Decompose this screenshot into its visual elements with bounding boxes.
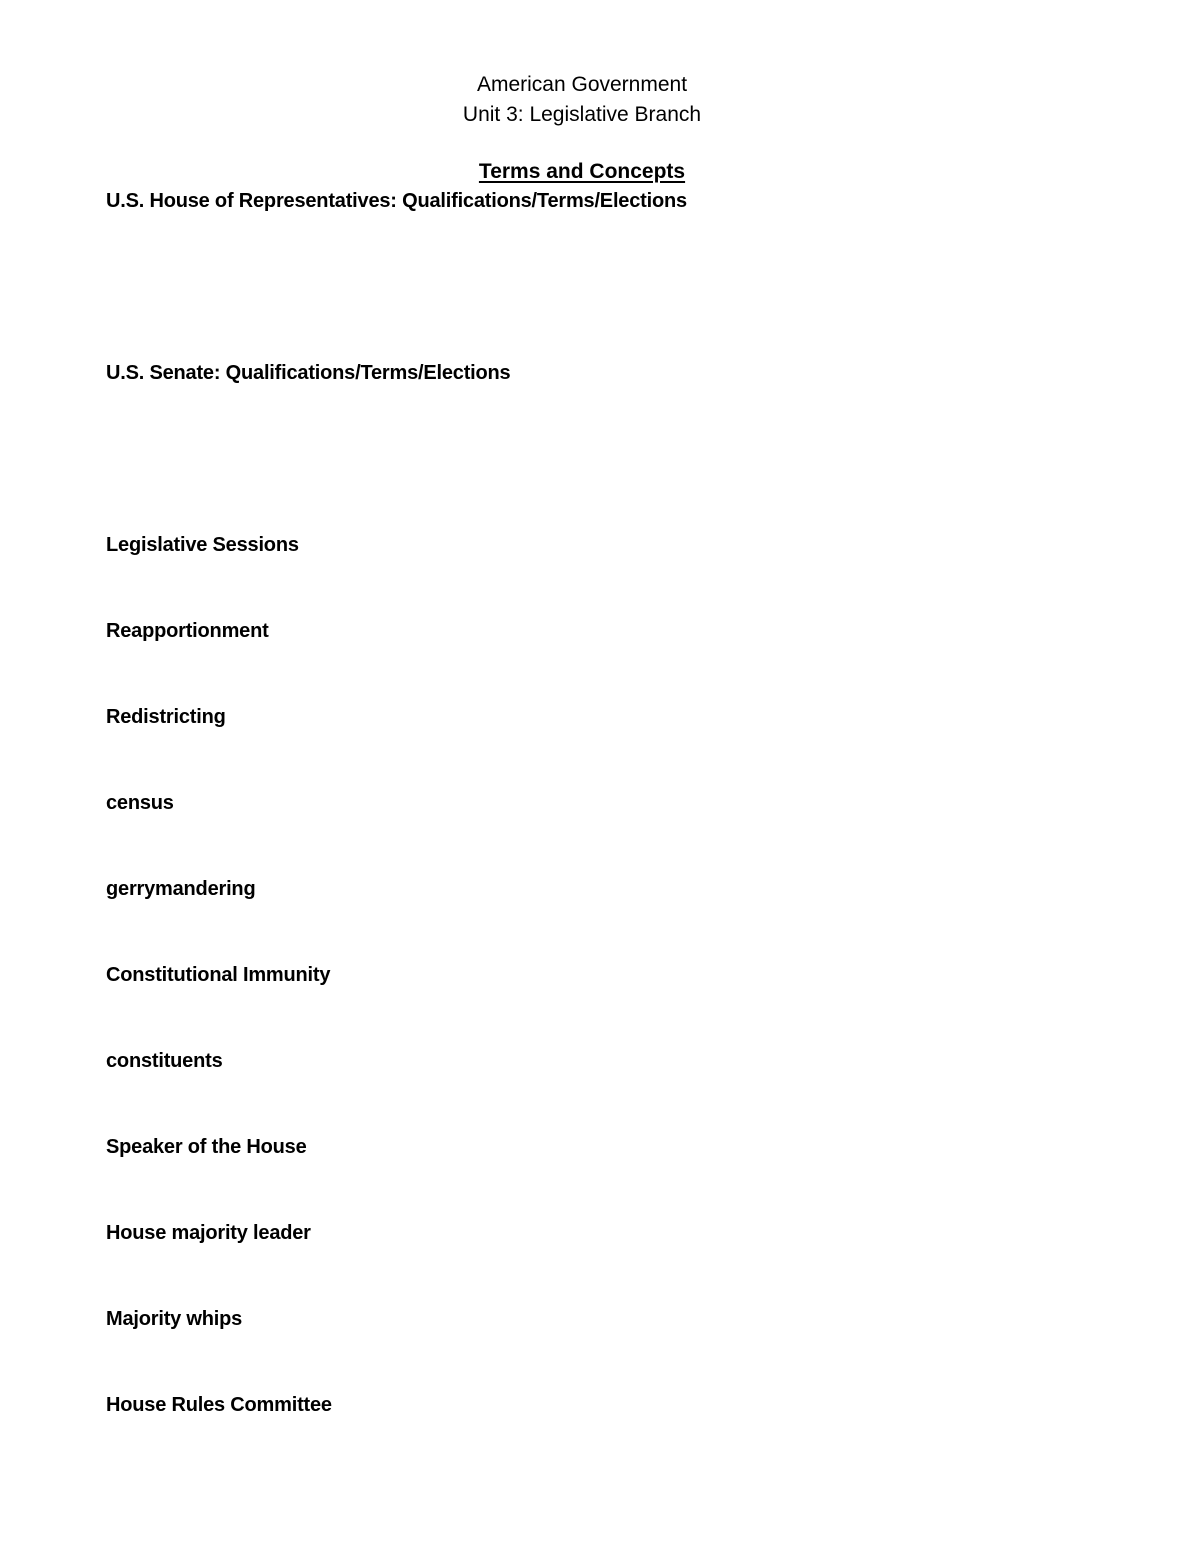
term-legislative-sessions: Legislative Sessions <box>106 534 299 556</box>
term-gerrymandering: gerrymandering <box>106 878 256 900</box>
term-constitutional-immunity: Constitutional Immunity <box>106 964 331 986</box>
term-house-majority-leader: House majority leader <box>106 1222 311 1244</box>
unit-heading: Unit 3: Legislative Branch <box>462 103 702 126</box>
term-census: census <box>106 792 174 814</box>
term-senate-qualifications: U.S. Senate: Qualifications/Terms/Elections <box>106 362 511 384</box>
term-house-qualifications: U.S. House of Representatives: Qualifications/Terms/Elections <box>106 190 687 212</box>
document-title: American Government <box>476 73 688 96</box>
term-redistricting: Redistricting <box>106 706 226 728</box>
term-house-rules-committee: House Rules Committee <box>106 1394 332 1416</box>
term-constituents: constituents <box>106 1050 223 1072</box>
term-reapportionment: Reapportionment <box>106 620 269 642</box>
term-majority-whips: Majority whips <box>106 1308 243 1330</box>
section-subtitle: Terms and Concepts <box>478 160 686 183</box>
term-speaker-of-the-house: Speaker of the House <box>106 1136 307 1158</box>
